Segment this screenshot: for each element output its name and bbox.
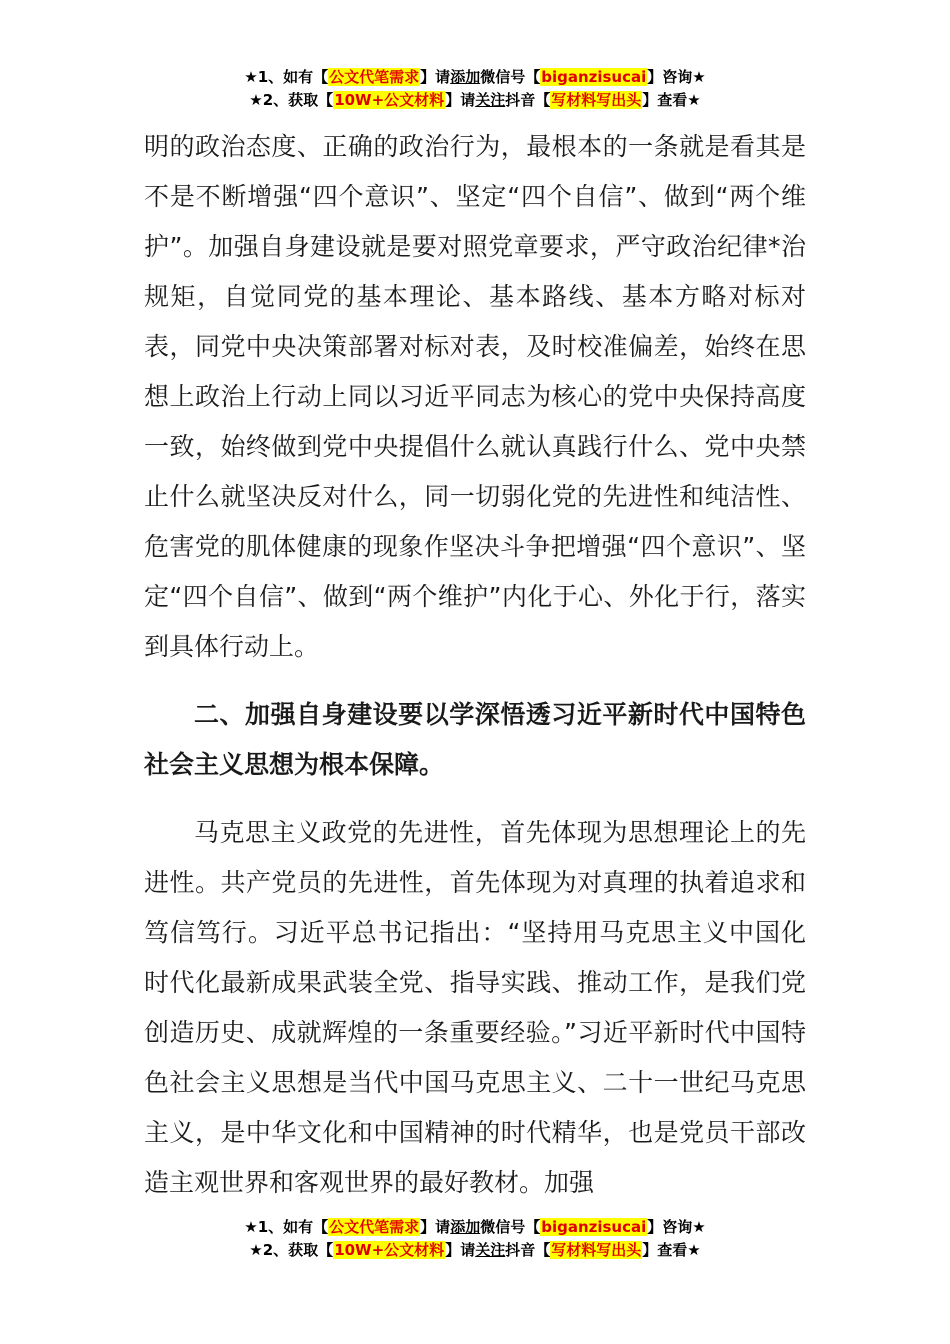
- banner-line-1: [0, 1216, 950, 1239]
- banner-line-2: [0, 1239, 950, 1262]
- banner-text: 】请: [445, 1241, 476, 1259]
- document-body: [144, 122, 806, 1208]
- banner-text: ★2、获取【: [249, 1241, 334, 1259]
- banner-highlight: 10W+公文材料: [334, 1241, 445, 1259]
- banner-text: 抖音【: [505, 1241, 551, 1259]
- footer-banner: [0, 1216, 950, 1262]
- banner-highlight: biganzisucai: [541, 1218, 647, 1236]
- banner-highlight: 公文代笔需求: [329, 68, 420, 86]
- banner-highlight: 公文代笔需求: [329, 1218, 420, 1236]
- section-heading-2: 二、加强自身建设要以学深悟透习近平新时代中国特色社会主义思想为根本保障。: [144, 700, 806, 779]
- body-paragraph-2: 马克思主义政党的先进性，首先体现为思想理论上的先进性。共产党员的先进性，首先体现为对真理的执着追求和笃信笃行。习近平总书记指出：“坚持用马克思主义中国化时代化最新成果武装全党、指导实践、推动工作，是我们党创造历史、成就辉煌的一条重要经验。”习近平新时代中国特色社会主义思想是当代中国马克思主义、二十一世纪马克思主义，是中华文化和中国精神的时代精华，也是党员干部改造主观世界和客观世界的最好教材。加强: [144, 818, 806, 1197]
- banner-underline: 关注: [475, 91, 506, 109]
- banner-highlight: 写材料写出头: [551, 91, 642, 109]
- banner-text: 】请: [420, 68, 451, 86]
- banner-underline: 添加: [450, 1218, 481, 1236]
- banner-text: 微信号【: [480, 68, 541, 86]
- banner-text: 】查看★: [642, 1241, 701, 1259]
- header-banner: [0, 66, 950, 112]
- banner-highlight: 写材料写出头: [551, 1241, 642, 1259]
- banner-text: 抖音【: [505, 91, 551, 109]
- banner-text: 】咨询★: [647, 68, 706, 86]
- banner-text: ★1、如有【: [244, 68, 329, 86]
- banner-text: 】查看★: [642, 91, 701, 109]
- banner-line-2: [0, 89, 950, 112]
- banner-text: 】请: [445, 91, 476, 109]
- banner-text: ★1、如有【: [244, 1218, 329, 1236]
- body-paragraph-1: 明的政治态度、正确的政治行为，最根本的一条就是看其是不是不断增强“四个意识”、坚定“四个自信”、做到“两个维护”。加强自身建设就是要对照党章要求，严守政治纪律*治规矩，自觉同党的基本理论、基本路线、基本方略对标对表，同党中央决策部署对标对表，及时校准偏差，始终在思想上政治上行动上同以习近平同志为核心的党中央保持高度一致，始终做到党中央提倡什么就认真践行什么、党中央禁止什么就坚决反对什么，同一切弱化党的先进性和纯洁性、危害党的肌体健康的现象作坚决斗争把增强“四个意识”、坚定“四个自信”、做到“两个维护”内化于心、外化于行，落实到具体行动上。: [144, 132, 806, 661]
- banner-text: 】请: [420, 1218, 451, 1236]
- banner-underline: 关注: [475, 1241, 506, 1259]
- banner-text: 】咨询★: [647, 1218, 706, 1236]
- banner-text: 微信号【: [480, 1218, 541, 1236]
- banner-underline: 添加: [450, 68, 481, 86]
- banner-highlight: biganzisucai: [541, 68, 647, 86]
- banner-line-1: [0, 66, 950, 89]
- banner-text: ★2、获取【: [249, 91, 334, 109]
- banner-highlight: 10W+公文材料: [334, 91, 445, 109]
